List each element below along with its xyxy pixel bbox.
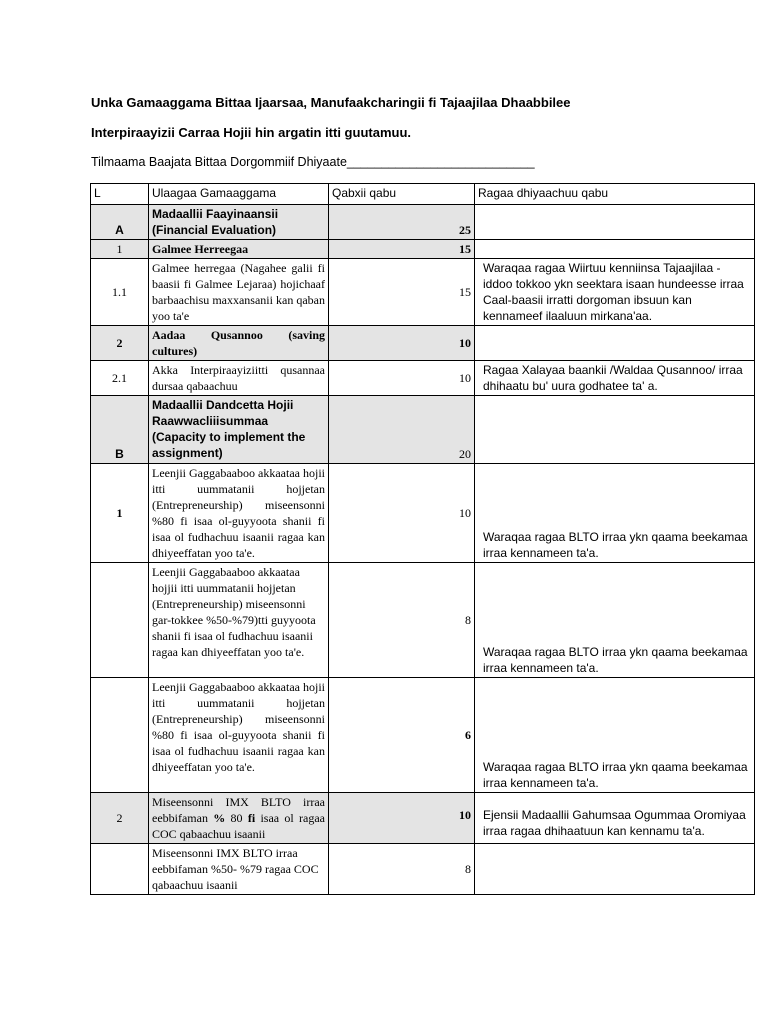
- row-points: 25: [329, 205, 475, 240]
- row-criteria: Aadaa Qusannoo (saving cultures): [149, 326, 329, 361]
- row-evidence: Waraqaa ragaa BLTO irraa ykn qaama beekamaa irraa kennameen ta'a.: [475, 563, 755, 678]
- table-row: [91, 563, 755, 678]
- row-points: 10: [329, 464, 475, 563]
- row-points: 10: [329, 326, 475, 361]
- criteria-text-part: 80: [225, 811, 248, 825]
- row-number: 1.1: [91, 259, 149, 326]
- col-header-criteria: Ulaagaa Gamaaggama: [149, 184, 329, 205]
- table-row: [91, 396, 755, 464]
- row-number: [91, 678, 149, 793]
- document-subtitle: Interpiraayizii Carraa Hojii hin argatin itti guutamuu.: [91, 125, 411, 140]
- row-criteria: Madaallii Dandcetta Hojii Raawwacliiisummaa (Capacity to implement the assignment): [149, 396, 329, 464]
- row-criteria: Madaallii Faayinaansii (Financial Evaluation): [149, 205, 329, 240]
- table-row: [91, 259, 755, 326]
- row-evidence: Waraqaa ragaa Wiirtuu kenniinsa Tajaajilaa - iddoo tokkoo ykn seektara isaan hundeesse irraa Caal-baasii irratti dorgoman ibsuun kan kennameef ilaaluun mirkana'aa.: [475, 259, 755, 326]
- row-evidence: Waraqaa ragaa BLTO irraa ykn qaama beekamaa irraa kennameen ta'a.: [475, 464, 755, 563]
- row-criteria: Galmee Herreegaa: [149, 240, 329, 259]
- row-number: A: [91, 205, 149, 240]
- row-evidence: [475, 326, 755, 361]
- row-criteria-text: Leenjii Gaggabaaboo akkaataa hojii itti uummatanii hojjetan (Entrepreneurship) miseensonni %80 fi isaa ol-guyyoota shanii fi isaa ol fudhachuu isaanii ragaa kan dhiyeeffatan yoo ta'e.: [152, 680, 325, 774]
- row-points: 6: [329, 678, 475, 793]
- row-points: 10: [329, 793, 475, 844]
- row-number: [91, 844, 149, 895]
- row-criteria: [149, 361, 329, 396]
- row-criteria-text: Galmee herregaa (Nagahee galii fi baasii fi Galmee Lejaraa) hojichaaf barbaachisu maxxansanii kan qaban yoo ta'e: [152, 261, 325, 323]
- row-number: B: [91, 396, 149, 464]
- row-criteria: [149, 259, 329, 326]
- row-criteria: [149, 563, 329, 678]
- row-criteria-text: Leenjii Gaggabaaboo akkaataa hojjii itti uummatanii hojjetan (Entrepreneurship) miseensonni gar-tokkee %50-%79)tti guyyoota shanii fi isaa ol fudhachuu isaanii ragaa kan dhiyeeffatan yoo ta'e.: [152, 565, 316, 659]
- criteria-text-bold: fi: [247, 811, 256, 825]
- row-points: 10: [329, 361, 475, 396]
- row-number: [91, 563, 149, 678]
- table-row: [91, 326, 755, 361]
- row-number: 2: [91, 793, 149, 844]
- table-row: [91, 844, 755, 895]
- row-evidence: [475, 396, 755, 464]
- table-row: [91, 464, 755, 563]
- row-criteria: Miseensonni IMX BLTO irraa eebbifaman %50- %79 ragaa COC qabaachuu isaanii: [149, 844, 329, 895]
- row-number: 1: [91, 464, 149, 563]
- table-row: [91, 678, 755, 793]
- criteria-text-part: isaa ol ragaa COC qabaachuu isaanii: [152, 811, 326, 841]
- table-header-row: [91, 184, 755, 205]
- row-number: 2: [91, 326, 149, 361]
- table-row: [91, 361, 755, 396]
- table-row: [91, 240, 755, 259]
- row-points: 8: [329, 844, 475, 895]
- row-points: 15: [329, 259, 475, 326]
- document-title: Unka Gamaaggama Bittaa Ijaarsaa, Manufaakcharingii fi Tajaajilaa Dhaabbilee: [91, 95, 571, 110]
- row-criteria-text: Akka Interpiraayiziitti qusannaa dursaa qabaachuu: [152, 363, 325, 393]
- col-header-evidence: Ragaa dhiyaachuu qabu: [475, 184, 755, 205]
- row-criteria: [149, 793, 329, 844]
- row-number: 1: [91, 240, 149, 259]
- row-evidence: Ejensii Madaallii Gahumsaa Ogummaa Oromiyaa irraa ragaa dhihaatuun kan kennamu ta'a.: [475, 793, 755, 844]
- col-header-no: L: [91, 184, 149, 205]
- row-evidence: [475, 240, 755, 259]
- company-name-line: Tilmaama Baajata Bittaa Dorgommiif Dhiyaate___________________________: [91, 155, 535, 169]
- row-points: 8: [329, 563, 475, 678]
- row-criteria-text: Leenjii Gaggabaaboo akkaataa hojii itti uummatanii hojjetan (Entrepreneurship) miseensonni %80 fi isaa ol-guyyoota shanii fi isaa ol fudhachuu isaanii ragaa kan dhiyeeffatan yoo ta'e.: [152, 466, 325, 560]
- row-criteria: [149, 678, 329, 793]
- criteria-text-bold: %: [213, 811, 226, 825]
- row-points: 15: [329, 240, 475, 259]
- row-criteria: [149, 464, 329, 563]
- row-evidence: [475, 205, 755, 240]
- evaluation-table: [90, 183, 755, 895]
- row-number: 2.1: [91, 361, 149, 396]
- criteria-text-part: Miseensonni IMX BLTO irraa eebbifaman: [152, 795, 325, 825]
- table-row: [91, 205, 755, 240]
- table-row: [91, 793, 755, 844]
- col-header-points: Qabxii qabu: [329, 184, 475, 205]
- row-evidence: [475, 844, 755, 895]
- row-evidence: Ragaa Xalayaa baankii /Waldaa Qusannoo/ irraa dhihaatu bu' uura godhatee ta' a.: [475, 361, 755, 396]
- row-evidence: Waraqaa ragaa BLTO irraa ykn qaama beekamaa irraa kennameen ta'a.: [475, 678, 755, 793]
- row-points: 20: [329, 396, 475, 464]
